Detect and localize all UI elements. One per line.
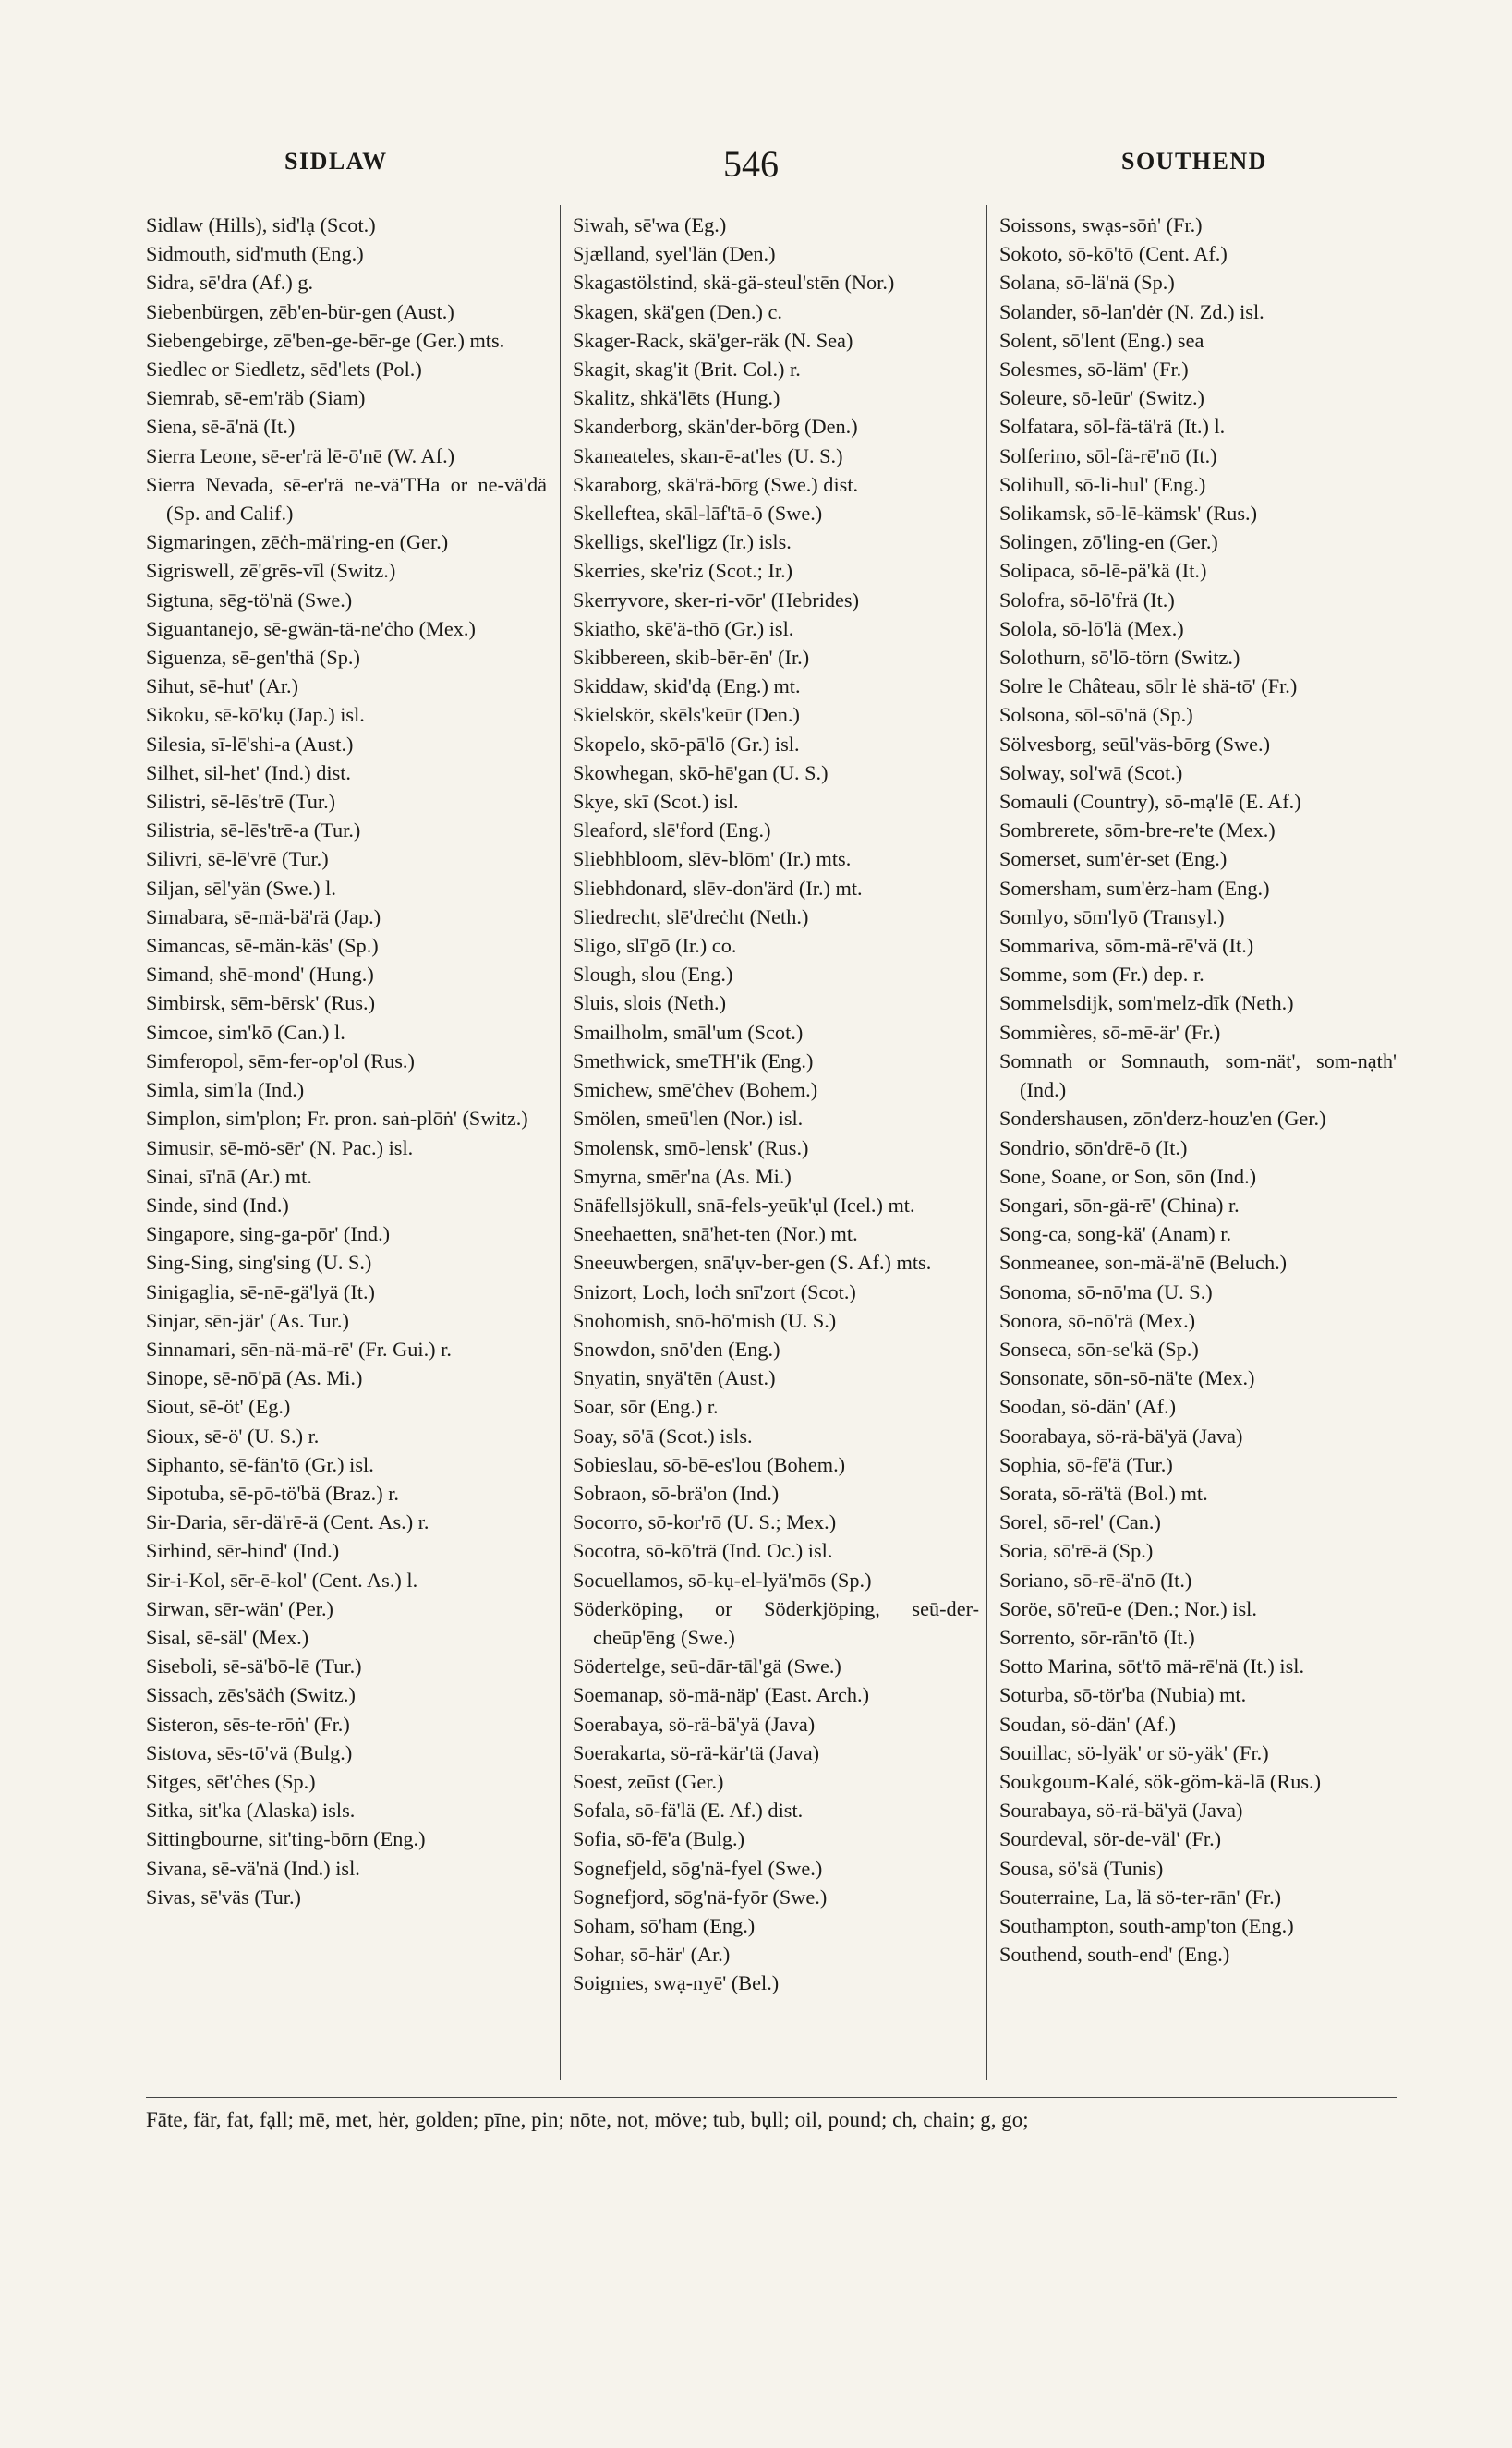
gazetteer-entry: Siebengebirge, zē'ben-ge-bēr-ge (Ger.) mts. <box>146 328 505 352</box>
gazetteer-entry: Snyatin, snyä'tēn (Aust.) <box>573 1366 776 1390</box>
gazetteer-entry: Sofia, sō-fē'a (Bulg.) <box>573 1827 745 1851</box>
gazetteer-entry: Soturba, sō-tör'ba (Nubia) mt. <box>999 1683 1247 1707</box>
gazetteer-entry: Skerries, ske'riz (Scot.; Ir.) <box>573 559 793 583</box>
page-number: 546 <box>723 143 779 185</box>
header-right-guide-word: SOUTHEND <box>1121 148 1267 175</box>
gazetteer-entry: Snohomish, snō-hō'mish (U. S.) <box>573 1308 837 1332</box>
gazetteer-entry: Sophia, sō-fē'ä (Tur.) <box>999 1452 1173 1476</box>
gazetteer-entry: Soröe, sō'reū-e (Den.; Nor.) isl. <box>999 1596 1257 1620</box>
gazetteer-entry: Socuellamos, sō-kụ-el-lyä'mōs (Sp.) <box>573 1568 872 1592</box>
gazetteer-entry: Skaraborg, skä'rä-bōrg (Swe.) dist. <box>573 472 859 496</box>
gazetteer-entry: Siena, sē-ā'nä (It.) <box>146 415 296 439</box>
gazetteer-entry: Somauli (Country), sō-mạ'lē (E. Af.) <box>999 790 1301 814</box>
gazetteer-entry: Smolensk, smō-lensk' (Rus.) <box>573 1135 809 1159</box>
gazetteer-entry: Sondrio, sōn'drē-ō (It.) <box>999 1135 1188 1159</box>
gazetteer-entry: Sonmeanee, son-mä-ä'nē (Beluch.) <box>999 1251 1288 1275</box>
gazetteer-entry: Silhet, sil-het' (Ind.) dist. <box>146 760 352 784</box>
gazetteer-entry: Skye, skī (Scot.) isl. <box>573 790 739 814</box>
gazetteer-entry: Skerryvore, sker-ri-vōr' (Hebrides) <box>573 588 860 612</box>
gazetteer-entry: Smichew, smē'ċhev (Bohem.) <box>573 1078 818 1102</box>
gazetteer-entry: Silistria, sē-lēs'trē-a (Tur.) <box>146 818 361 842</box>
column-divider <box>560 205 561 2080</box>
gazetteer-entry: Skelligs, skel'ligz (Ir.) isls. <box>573 530 792 554</box>
gazetteer-entry: Sneeuwbergen, snā'ụv-ber-gen (S. Af.) mts. <box>573 1251 932 1275</box>
gazetteer-entry: Somerset, sum'ėr-set (Eng.) <box>999 847 1228 871</box>
gazetteer-entry: Simcoe, sim'kō (Can.) l. <box>146 1020 345 1044</box>
gazetteer-entry: Skaneateles, skan-ē-at'les (U. S.) <box>573 443 843 467</box>
gazetteer-entry: Southampton, south-amp'ton (Eng.) <box>999 1913 1294 1937</box>
gazetteer-entry: Skiatho, skē'ä-thō (Gr.) isl. <box>573 616 794 640</box>
gazetteer-entry: Socorro, sō-kor'rō (U. S.; Mex.) <box>573 1510 837 1534</box>
gazetteer-entry: Smailholm, smāl'um (Scot.) <box>573 1020 804 1044</box>
gazetteer-entry: Soorabaya, sö-rä-bä'yä (Java) <box>999 1424 1243 1448</box>
gazetteer-entry: Sisteron, sēs-te-rōṅ' (Fr.) <box>146 1712 350 1736</box>
gazetteer-entry: Sivana, sē-vä'nä (Ind.) isl. <box>146 1856 360 1880</box>
gazetteer-entry: Song-ca, song-kä' (Anam) r. <box>999 1222 1232 1246</box>
gazetteer-entry: Sinnamari, sēn-nä-mä-rē' (Fr. Gui.) r. <box>146 1337 452 1361</box>
gazetteer-entry: Skelleftea, skāl-lāf'tā-ō (Swe.) <box>573 502 823 526</box>
gazetteer-entry: Söderköping, or Söderkjöping, seū-der-cheūp'ēng (Swe.) <box>573 1596 979 1649</box>
gazetteer-entry: Solferino, sōl-fä-rē'nō (It.) <box>999 443 1217 467</box>
gazetteer-entry: Solway, sol'wā (Scot.) <box>999 760 1183 784</box>
gazetteer-entry: Sjælland, syel'län (Den.) <box>573 242 776 266</box>
gazetteer-entry: Sierra Leone, sē-er'rä lē-ō'nē (W. Af.) <box>146 443 455 467</box>
gazetteer-entry: Sinjar, sēn-jär' (As. Tur.) <box>146 1308 349 1332</box>
gazetteer-entry: Souillac, sö-lyäk' or sö-yäk' (Fr.) <box>999 1740 1269 1764</box>
gazetteer-entry: Soukgoum-Kalé, sök-göm-kä-lā (Rus.) <box>999 1769 1322 1793</box>
gazetteer-entry: Skopelo, skō-pā'lō (Gr.) isl. <box>573 732 800 756</box>
gazetteer-entry: Södertelge, seū-dār-tāl'gä (Swe.) <box>573 1654 841 1678</box>
gazetteer-entry: Soria, sō'rē-ä (Sp.) <box>999 1539 1154 1563</box>
gazetteer-entry: Sligo, slī'gō (Ir.) co. <box>573 934 737 958</box>
gazetteer-entry: Sommières, sō-mē-är' (Fr.) <box>999 1020 1221 1044</box>
gazetteer-entry: Skowhegan, skō-hē'gan (U. S.) <box>573 760 829 784</box>
gazetteer-entry: Soleure, sō-leūr' (Switz.) <box>999 386 1204 410</box>
gazetteer-entry: Somnath or Somnauth, som-nät', som-nạth' (Ind.) <box>999 1048 1397 1102</box>
gazetteer-entry: Siwah, sē'wa (Eg.) <box>573 213 727 236</box>
gazetteer-entry: Soerakarta, sö-rä-kär'tä (Java) <box>573 1740 820 1764</box>
gazetteer-entry: Somlyo, sōm'lyō (Transyl.) <box>999 904 1225 928</box>
gazetteer-entry: Skalitz, shkä'lēts (Hung.) <box>573 386 780 410</box>
gazetteer-entry: Skager-Rack, skä'ger-räk (N. Sea) <box>573 328 853 352</box>
gazetteer-entry: Simand, shē-mond' (Hung.) <box>146 963 374 987</box>
gazetteer-entry: Simla, sim'la (Ind.) <box>146 1078 305 1102</box>
gazetteer-entry: Sliebhbloom, slēv-blōm' (Ir.) mts. <box>573 847 852 871</box>
gazetteer-entry: Sneehaetten, snā'het-ten (Nor.) mt. <box>573 1222 858 1246</box>
gazetteer-entry: Skibbereen, skib-bēr-ēn' (Ir.) <box>573 646 810 670</box>
gazetteer-entry: Siedlec or Siedletz, sēd'lets (Pol.) <box>146 358 422 382</box>
gazetteer-entry: Singapore, sing-ga-pōr' (Ind.) <box>146 1222 391 1246</box>
gazetteer-column-3 <box>999 211 1397 1969</box>
gazetteer-entry: Soest, zeūst (Ger.) <box>573 1769 724 1793</box>
gazetteer-entry: Sone, Soane, or Son, sōn (Ind.) <box>999 1164 1257 1188</box>
gazetteer-entry: Smethwick, smeTH'ik (Eng.) <box>573 1048 814 1073</box>
gazetteer-entry: Skanderborg, skän'der-bōrg (Den.) <box>573 415 858 439</box>
gazetteer-entry: Siguantanejo, sē-gwän-tä-ne'ċho (Mex.) <box>146 616 476 640</box>
gazetteer-entry: Solola, sō-lō'lä (Mex.) <box>999 616 1184 640</box>
gazetteer-column-1 <box>146 211 547 1911</box>
gazetteer-entry: Sonora, sō-nō'rä (Mex.) <box>999 1308 1196 1332</box>
gazetteer-entry: Sirhind, sēr-hind' (Ind.) <box>146 1539 340 1563</box>
footer-rule <box>146 2097 1397 2098</box>
gazetteer-entry: Soignies, swạ-nyē' (Bel.) <box>573 1971 780 1995</box>
gazetteer-entry: Sombrerete, sōm-bre-re'te (Mex.) <box>999 818 1276 842</box>
gazetteer-entry: Sipotuba, sē-pō-tö'bä (Braz.) r. <box>146 1481 399 1505</box>
gazetteer-entry: Somersham, sum'ėrz-ham (Eng.) <box>999 876 1270 900</box>
gazetteer-entry: Sokoto, sō-kō'tō (Cent. Af.) <box>999 242 1228 266</box>
gazetteer-entry: Skagen, skä'gen (Den.) c. <box>573 299 782 323</box>
gazetteer-entry: Silistri, sē-lēs'trē (Tur.) <box>146 790 336 814</box>
gazetteer-entry: Siseboli, sē-sä'bō-lē (Tur.) <box>146 1654 362 1678</box>
gazetteer-entry: Sierra Nevada, sē-er'rä ne-vä'THa or ne-vä'dä (Sp. and Calif.) <box>146 472 547 526</box>
gazetteer-entry: Sohar, sō-här' (Ar.) <box>573 1943 731 1967</box>
gazetteer-entry: Solfatara, sōl-fä-tä'rä (It.) l. <box>999 415 1226 439</box>
gazetteer-entry: Silivri, sē-lē'vrē (Tur.) <box>146 847 329 871</box>
gazetteer-entry: Snäfellsjökull, snā-fels-yeūk'ụl (Icel.) mt. <box>573 1193 915 1217</box>
gazetteer-entry: Solander, sō-lan'dėr (N. Zd.) isl. <box>999 299 1264 323</box>
gazetteer-entry: Sognefjeld, sōg'nä-fyel (Swe.) <box>573 1856 823 1880</box>
gazetteer-entry: Sigtuna, sēg-tö'nä (Swe.) <box>146 588 353 612</box>
gazetteer-entry: Solihull, sō-li-hul' (Eng.) <box>999 472 1206 496</box>
gazetteer-entry: Sobieslau, sō-bē-es'lou (Bohem.) <box>573 1452 846 1476</box>
gazetteer-entry: Sigriswell, zē'grēs-vīl (Switz.) <box>146 559 396 583</box>
gazetteer-entry: Solofra, sō-lō'frä (It.) <box>999 588 1175 612</box>
gazetteer-entry: Soar, sōr (Eng.) r. <box>573 1395 719 1419</box>
gazetteer-entry: Solikamsk, sō-lē-kämsk' (Rus.) <box>999 502 1257 526</box>
gazetteer-entry: Sikoku, sē-kō'kụ (Jap.) isl. <box>146 703 365 727</box>
gazetteer-entry: Sir-i-Kol, sēr-ē-kol' (Cent. As.) l. <box>146 1568 418 1592</box>
gazetteer-entry: Sinigaglia, sē-nē-gä'lyä (It.) <box>146 1279 375 1303</box>
gazetteer-entry: Snizort, Loch, loċh snī'zort (Scot.) <box>573 1279 856 1303</box>
gazetteer-entry: Solent, sō'lent (Eng.) sea <box>999 328 1204 352</box>
gazetteer-entry: Sidlaw (Hills), sid'lạ (Scot.) <box>146 213 376 236</box>
gazetteer-entry: Snowdon, snō'den (Eng.) <box>573 1337 780 1361</box>
gazetteer-entry: Sitka, sit'ka (Alaska) isls. <box>146 1799 356 1823</box>
gazetteer-entry: Slough, slou (Eng.) <box>573 963 733 987</box>
gazetteer-entry: Sidra, sē'dra (Af.) g. <box>146 271 314 295</box>
gazetteer-column-2 <box>573 211 979 1998</box>
gazetteer-entry: Sisal, sē-säl' (Mex.) <box>146 1625 309 1649</box>
gazetteer-entry: Sognefjord, sōg'nä-fyōr (Swe.) <box>573 1884 828 1909</box>
gazetteer-entry: Sitges, sēt'ċhes (Sp.) <box>146 1769 316 1793</box>
gazetteer-entry: Sonseca, sōn-se'kä (Sp.) <box>999 1337 1199 1361</box>
gazetteer-entry: Sorel, sō-rel' (Can.) <box>999 1510 1161 1534</box>
gazetteer-entry: Sittingbourne, sit'ting-bōrn (Eng.) <box>146 1827 426 1851</box>
gazetteer-entry: Sirwan, sēr-wän' (Per.) <box>146 1596 333 1620</box>
gazetteer-entry: Sliebhdonard, slēv-don'ärd (Ir.) mt. <box>573 876 863 900</box>
gazetteer-entry: Sondershausen, zōn'derz-houz'en (Ger.) <box>999 1107 1326 1131</box>
gazetteer-entry: Sousa, sö'sä (Tunis) <box>999 1856 1164 1880</box>
gazetteer-entry: Solana, sō-lä'nä (Sp.) <box>999 271 1175 295</box>
gazetteer-entry: Soemanap, sö-mä-näp' (East. Arch.) <box>573 1683 870 1707</box>
gazetteer-entry: Sommelsdijk, som'melz-dīk (Neth.) <box>999 991 1294 1015</box>
gazetteer-entry: Sommariva, sōm-mä-rē'vä (It.) <box>999 934 1254 958</box>
gazetteer-entry: Siout, sē-öt' (Eg.) <box>146 1395 291 1419</box>
header-left-guide-word: SIDLAW <box>284 148 388 175</box>
gazetteer-entry: Soissons, swạs-sōṅ' (Fr.) <box>999 213 1203 236</box>
gazetteer-entry: Soriano, sō-rē-ä'nō (It.) <box>999 1568 1192 1592</box>
gazetteer-entry: Soay, sō'ā (Scot.) isls. <box>573 1424 753 1448</box>
gazetteer-entry: Sorrento, sōr-rān'tō (It.) <box>999 1625 1195 1649</box>
gazetteer-entry: Sofala, sō-fä'lä (E. Af.) dist. <box>573 1799 804 1823</box>
gazetteer-entry: Songari, sōn-gä-rē' (China) r. <box>999 1193 1240 1217</box>
gazetteer-entry: Sölvesborg, seūl'väs-bōrg (Swe.) <box>999 732 1271 756</box>
column-divider <box>986 205 987 2080</box>
gazetteer-entry: Simusir, sē-mö-sēr' (N. Pac.) isl. <box>146 1135 414 1159</box>
gazetteer-entry: Siguenza, sē-gen'thä (Sp.) <box>146 646 360 670</box>
gazetteer-entry: Southend, south-end' (Eng.) <box>999 1943 1230 1967</box>
gazetteer-entry: Sourabaya, sö-rä-bä'yä (Java) <box>999 1799 1243 1823</box>
gazetteer-entry: Skagit, skag'it (Brit. Col.) r. <box>573 358 801 382</box>
gazetteer-entry: Soerabaya, sö-rä-bä'yä (Java) <box>573 1712 816 1736</box>
gazetteer-entry: Sir-Daria, sēr-dä'rē-ä (Cent. As.) r. <box>146 1510 429 1534</box>
gazetteer-entry: Somme, som (Fr.) dep. r. <box>999 963 1204 987</box>
gazetteer-entry: Solipaca, sō-lē-pä'kä (It.) <box>999 559 1207 583</box>
gazetteer-entry: Sonsonate, sōn-sō-nä'te (Mex.) <box>999 1366 1255 1390</box>
gazetteer-entry: Skielskör, skēls'keūr (Den.) <box>573 703 800 727</box>
gazetteer-entry: Sobraon, sō-brä'on (Ind.) <box>573 1481 780 1505</box>
gazetteer-entry: Simabara, sē-mä-bä'rä (Jap.) <box>146 904 381 928</box>
gazetteer-entry: Souterraine, La, lä sö-ter-rān' (Fr.) <box>999 1884 1282 1909</box>
gazetteer-entry: Sonoma, sō-nō'ma (U. S.) <box>999 1279 1213 1303</box>
gazetteer-entry: Soodan, sö-dän' (Af.) <box>999 1395 1177 1419</box>
gazetteer-entry: Sigmaringen, zēċh-mä'ring-en (Ger.) <box>146 530 449 554</box>
gazetteer-entry: Smyrna, smēr'na (As. Mi.) <box>573 1164 792 1188</box>
gazetteer-entry: Simplon, sim'plon; Fr. pron. saṅ-plōṅ' (Switz.) <box>146 1107 528 1131</box>
gazetteer-entry: Simferopol, sēm-fer-op'ol (Rus.) <box>146 1048 415 1073</box>
gazetteer-entry: Smölen, smeū'len (Nor.) isl. <box>573 1107 804 1131</box>
gazetteer-entry: Siphanto, sē-fän'tō (Gr.) isl. <box>146 1452 374 1476</box>
gazetteer-entry: Solre le Château, sōlr lė shä-tō' (Fr.) <box>999 674 1298 698</box>
gazetteer-entry: Skiddaw, skid'dạ (Eng.) mt. <box>573 674 801 698</box>
gazetteer-entry: Sourdeval, sör-de-väl' (Fr.) <box>999 1827 1222 1851</box>
gazetteer-entry: Sioux, sē-ö' (U. S.) r. <box>146 1424 320 1448</box>
gazetteer-entry: Sidmouth, sid'muth (Eng.) <box>146 242 364 266</box>
gazetteer-entry: Sinde, sind (Ind.) <box>146 1193 289 1217</box>
gazetteer-entry: Simancas, sē-män-käs' (Sp.) <box>146 934 379 958</box>
gazetteer-entry: Sleaford, slē'ford (Eng.) <box>573 818 771 842</box>
gazetteer-entry: Solesmes, sō-läm' (Fr.) <box>999 358 1189 382</box>
gazetteer-entry: Sing-Sing, sing'sing (U. S.) <box>146 1251 372 1275</box>
gazetteer-entry: Soham, sō'ham (Eng.) <box>573 1913 756 1937</box>
gazetteer-entry: Skagastölstind, skä-gä-steul'stēn (Nor.) <box>573 271 895 295</box>
gazetteer-entry: Soudan, sö-dän' (Af.) <box>999 1712 1177 1736</box>
gazetteer-entry: Socotra, sō-kō'trä (Ind. Oc.) isl. <box>573 1539 833 1563</box>
gazetteer-entry: Sorata, sō-rä'tä (Bol.) mt. <box>999 1481 1208 1505</box>
gazetteer-entry: Sinope, sē-nō'pā (As. Mi.) <box>146 1366 363 1390</box>
gazetteer-entry: Sissach, zēs'säċh (Switz.) <box>146 1683 356 1707</box>
gazetteer-entry: Simbirsk, sēm-bērsk' (Rus.) <box>146 991 376 1015</box>
gazetteer-entry: Sluis, slois (Neth.) <box>573 991 726 1015</box>
gazetteer-entry: Sivas, sē'väs (Tur.) <box>146 1884 301 1909</box>
gazetteer-entry: Sotto Marina, sōt'tō mä-rē'nä (It.) isl. <box>999 1654 1305 1678</box>
gazetteer-entry: Siljan, sēl'yän (Swe.) l. <box>146 876 336 900</box>
gazetteer-entry: Solothurn, sō'lō-törn (Switz.) <box>999 646 1240 670</box>
gazetteer-entry: Solsona, sōl-sō'nä (Sp.) <box>999 703 1193 727</box>
gazetteer-entry: Solingen, zō'ling-en (Ger.) <box>999 530 1218 554</box>
running-header <box>0 143 1512 185</box>
gazetteer-entry: Sihut, sē-hut' (Ar.) <box>146 674 299 698</box>
gazetteer-entry: Siemrab, sē-em'räb (Siam) <box>146 386 366 410</box>
gazetteer-entry: Sliedrecht, slē'dreċht (Neth.) <box>573 904 809 928</box>
gazetteer-entry: Sistova, sēs-tō'vä (Bulg.) <box>146 1740 353 1764</box>
gazetteer-entry: Silesia, sī-lē'shi-a (Aust.) <box>146 732 354 756</box>
gazetteer-entry: Siebenbürgen, zēb'en-bür-gen (Aust.) <box>146 299 454 323</box>
gazetteer-entry: Sinai, sī'nā (Ar.) mt. <box>146 1164 312 1188</box>
pronunciation-key: Fāte, fär, fat, fạll; mē, met, hėr, golden; pīne, pin; nōte, not, möve; tub, bụll; oil, pound; ch, chain; g, go; <box>146 2108 1029 2131</box>
